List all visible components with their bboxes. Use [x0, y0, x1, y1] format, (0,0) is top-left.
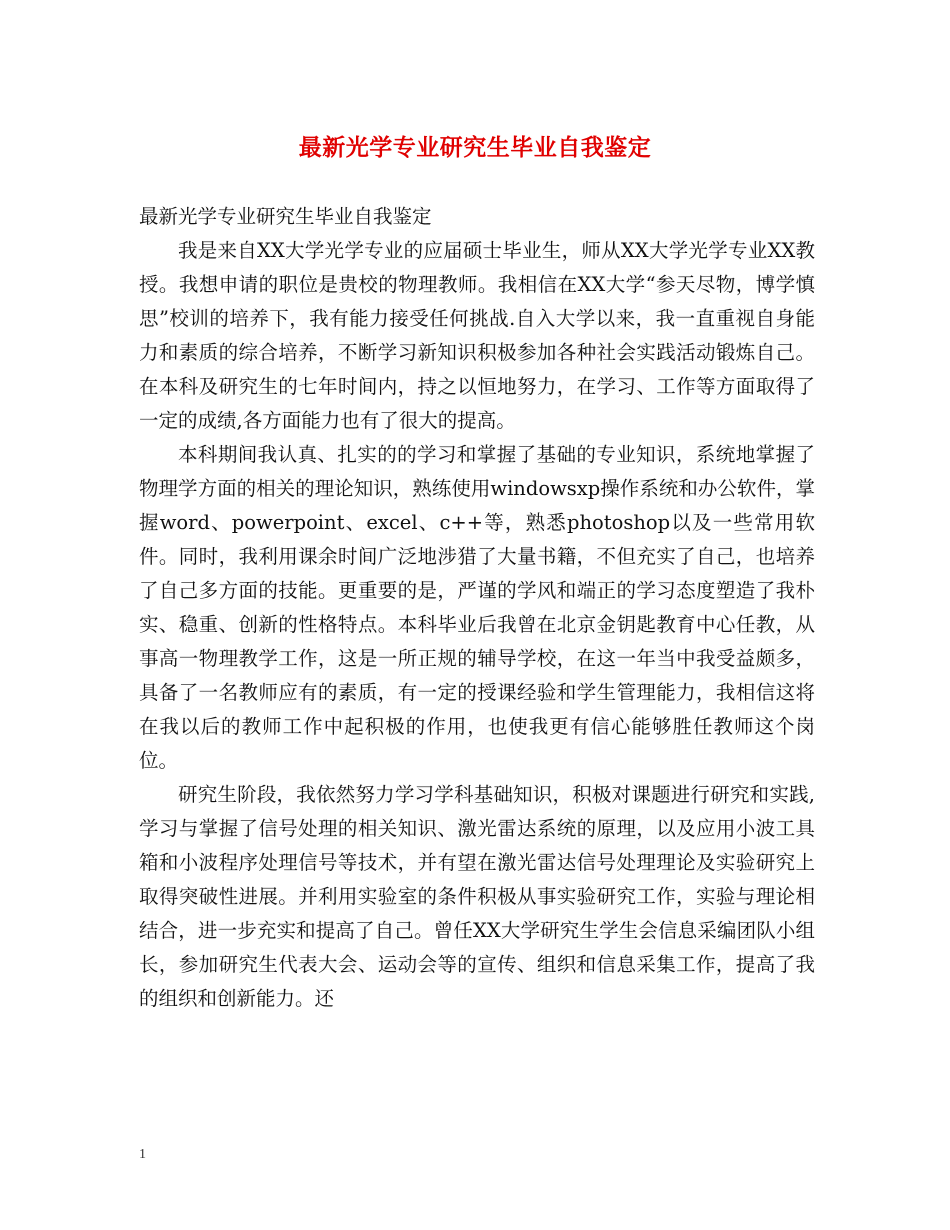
paragraph-graduate: 研究生阶段，我依然努力学习学科基础知识，积极对课题进行研究和实践,学习与掌握了信号处理的相关知识、激光雷达系统的原理，以及应用小波工具箱和小波程序处理信号等技术，并有望在激光雷达信号处理理论及实验研究上取得突破性进展。并利用实验室的条件积极从事实验研究工作，实验与理论相结合，进一步充实和提高了自己。曾任XX大学研究生学生会信息采编团队小组长，参加研究生代表大会、运动会等的宣传、组织和信息采集工作，提高了我的组织和创新能力。还: [139, 783, 815, 1010]
paragraph-undergraduate: 本科期间我认真、扎实的的学习和掌握了基础的专业知识，系统地掌握了物理学方面的相关的理论知识，熟练使用windowsxp操作系统和办公软件，掌握word、powerpoint、excel、c++等，熟悉photoshop以及一些常用软件。同时，我利用课余时间广泛地涉猎了大量书籍，不但充实了自己，也培养了自己多方面的技能。更重要的是，严谨的学风和端正的学习态度塑造了我朴实、稳重、创新的性格特点。本科毕业后我曾在北京金钥匙教育中心任教，从事高一物理教学工作，这是一所正规的辅导学校，在这一年当中我受益颇多，具备了一名教师应有的素质，有一定的授课经验和学生管理能力，我相信这将在我以后的教师工作中起积极的作用，也使我更有信心能够胜任教师这个岗位。: [139, 443, 815, 772]
page-number: 1: [139, 1147, 146, 1162]
document-body: [139, 200, 815, 1016]
paragraph-intro: 我是来自XX大学光学专业的应届硕士毕业生，师从XX大学光学专业XX教授。我想申请的职位是贵校的物理教师。我相信在XX大学“参天尽物，博学慎思”校训的培养下，我有能力接受任何挑战.自入大学以来，我一直重视自身能力和素质的综合培养，不断学习新知识积极参加各种社会实践活动锻炼自己。在本科及研究生的七年时间内，持之以恒地努力，在学习、工作等方面取得了一定的成绩,各方面能力也有了很大的提高。: [139, 239, 815, 432]
page-title: 最新光学专业研究生毕业自我鉴定: [298, 134, 652, 161]
subheading: 最新光学专业研究生毕业自我鉴定: [139, 205, 432, 228]
